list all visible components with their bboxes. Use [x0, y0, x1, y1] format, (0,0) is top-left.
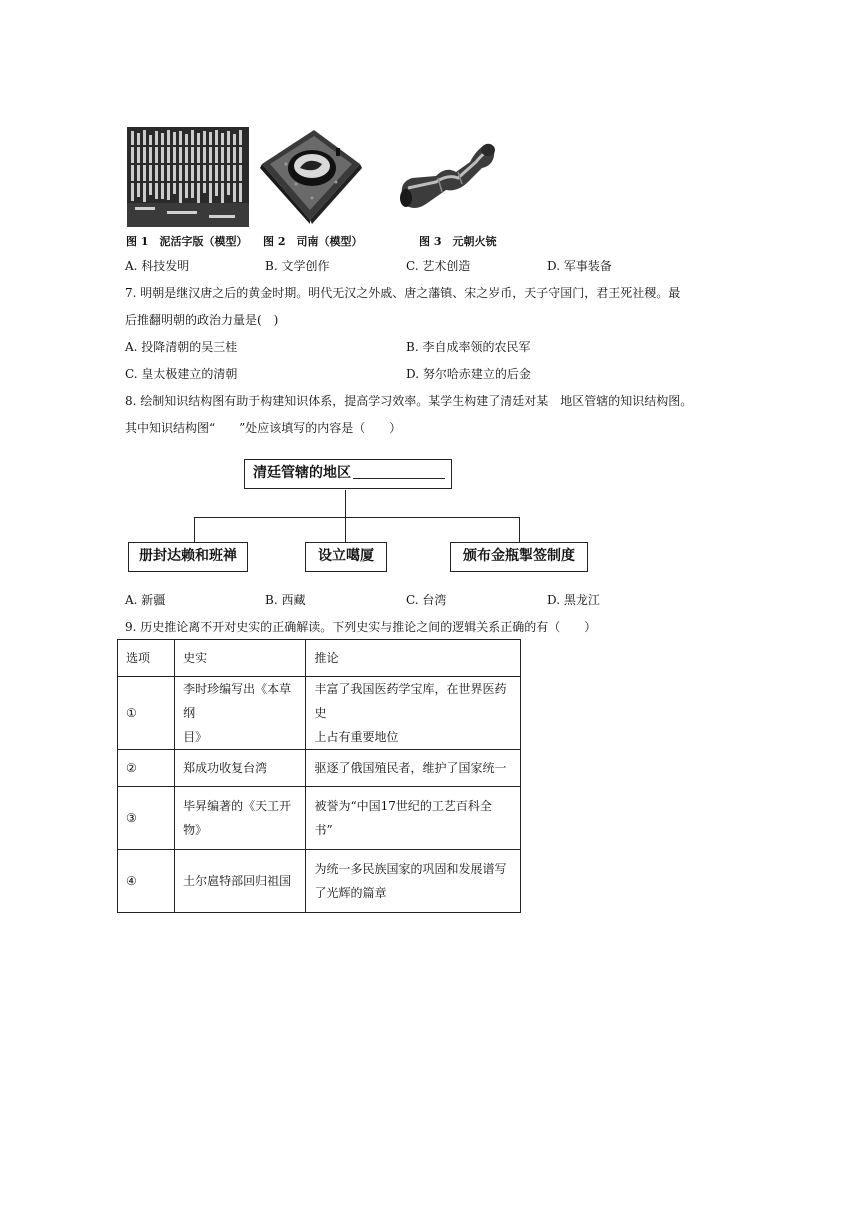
- figure-2-caption: 图 2 司南（模型）: [263, 235, 363, 248]
- diagram-child-1: 册封达赖和班禅: [128, 542, 248, 572]
- q9-stem-line1: 9. 历史推论离不开对史实的正确解读。下列史实与推论之间的逻辑关系正确的有（ ）: [125, 620, 597, 634]
- diagram-top-label: 清廷管辖的地区: [253, 465, 351, 481]
- row-1-fact: [175, 677, 306, 750]
- row-1-inference: [306, 677, 521, 750]
- row-2-inference-line1: 驱逐了俄国殖民者，维护了国家统一: [314, 761, 507, 775]
- diagram-connector-left: [194, 517, 195, 542]
- table-row: [118, 850, 521, 913]
- q8-stem-line1: 8. 绘制知识结构图有助于构建知识体系，提高学习效率。某学生构建了清廷对某 地区管辖的知识结构图。: [125, 394, 693, 408]
- row-1-inference-line2: 上占有重要地位: [314, 730, 399, 744]
- row-2-fact: [175, 750, 306, 787]
- row-4-fact-line1: 土尔扈特部回归祖国: [183, 874, 292, 888]
- row-1-inference-line1: 丰富了我国医药学宝库，在世界医药史: [314, 682, 507, 720]
- q6-option-b: B. 文学创作: [265, 259, 330, 273]
- figure-3-caption: 图 3 元朝火铳: [419, 235, 497, 248]
- diagram-connector-middle: [345, 517, 346, 542]
- row-3-fact-line1: 毕昇编著的《天工开: [183, 799, 292, 813]
- row-3-inference-line1: 被誉为“中国17世纪的工艺百科全: [314, 799, 492, 813]
- q7-stem-line1: 7. 明朝是继汉唐之后的黄金时期。明代无汉之外戚、唐之藩镇、宋之岁币，天子守国门，君王死社稷。最: [125, 286, 681, 300]
- q7-option-a: A. 投降清朝的吴三桂: [125, 340, 238, 354]
- row-4-fact: [175, 850, 306, 913]
- q8-option-b: B. 西藏: [265, 593, 306, 607]
- diagram-blank: [353, 460, 445, 479]
- table-row: [118, 787, 521, 850]
- q8-option-a: A. 新疆: [125, 593, 166, 607]
- clay-type-block-image: [127, 127, 249, 227]
- row-3-fact: [175, 787, 306, 850]
- row-4-inference: [306, 850, 521, 913]
- q7-option-c: C. 皇太极建立的清朝: [125, 367, 238, 381]
- diagram-top-box: [244, 459, 452, 489]
- figure-1-caption: 图 1 泥活字版（模型）: [126, 235, 248, 248]
- q7-option-d: D. 努尔哈赤建立的后金: [406, 367, 531, 381]
- table-header-option: 选项: [118, 640, 175, 677]
- table-header-fact: 史实: [175, 640, 306, 677]
- diagram-connector-bar: [194, 517, 520, 518]
- row-2-fact-line1: 郑成功收复台湾: [183, 761, 268, 775]
- row-3-inference-line2: 书”: [314, 823, 333, 837]
- q6-option-c: C. 艺术创造: [406, 259, 471, 273]
- row-4-inference-line2: 了光辉的篇章: [314, 886, 387, 900]
- row-2-number: ②: [118, 750, 175, 787]
- row-1-number: ①: [118, 677, 175, 750]
- q7-stem-line2: 后推翻明朝的政治力量是( ): [125, 313, 279, 327]
- row-3-inference: [306, 787, 521, 850]
- row-3-number: ③: [118, 787, 175, 850]
- diagram-child-3: 颁布金瓶掣签制度: [450, 542, 588, 572]
- sinan-compass-image: [256, 122, 364, 224]
- q6-option-d: D. 军事装备: [547, 259, 612, 273]
- row-4-number: ④: [118, 850, 175, 913]
- table-row: [118, 677, 521, 750]
- q6-option-a: A. 科技发明: [125, 259, 190, 273]
- row-1-fact-line2: 目》: [183, 730, 208, 744]
- table-header-row: [118, 640, 521, 677]
- row-3-fact-line2: 物》: [183, 823, 208, 837]
- row-4-inference-line1: 为统一多民族国家的巩固和发展谱写: [314, 862, 507, 876]
- diagram-connector-trunk: [345, 490, 346, 517]
- q9-table: [117, 639, 521, 913]
- q8-option-d: D. 黑龙江: [547, 593, 600, 607]
- q8-stem-line2: 其中知识结构图“ ”处应该填写的内容是（ ）: [125, 421, 402, 435]
- row-1-fact-line1: 李时珍编写出《本草纲: [183, 682, 292, 720]
- yuan-fire-lance-image: [396, 138, 498, 222]
- table-header-inference: 推论: [306, 640, 521, 677]
- diagram-child-2: 设立噶厦: [305, 542, 387, 572]
- diagram-connector-right: [519, 517, 520, 542]
- q8-option-c: C. 台湾: [406, 593, 447, 607]
- q7-option-b: B. 李自成率领的农民军: [406, 340, 531, 354]
- table-row: [118, 750, 521, 787]
- row-2-inference: [306, 750, 521, 787]
